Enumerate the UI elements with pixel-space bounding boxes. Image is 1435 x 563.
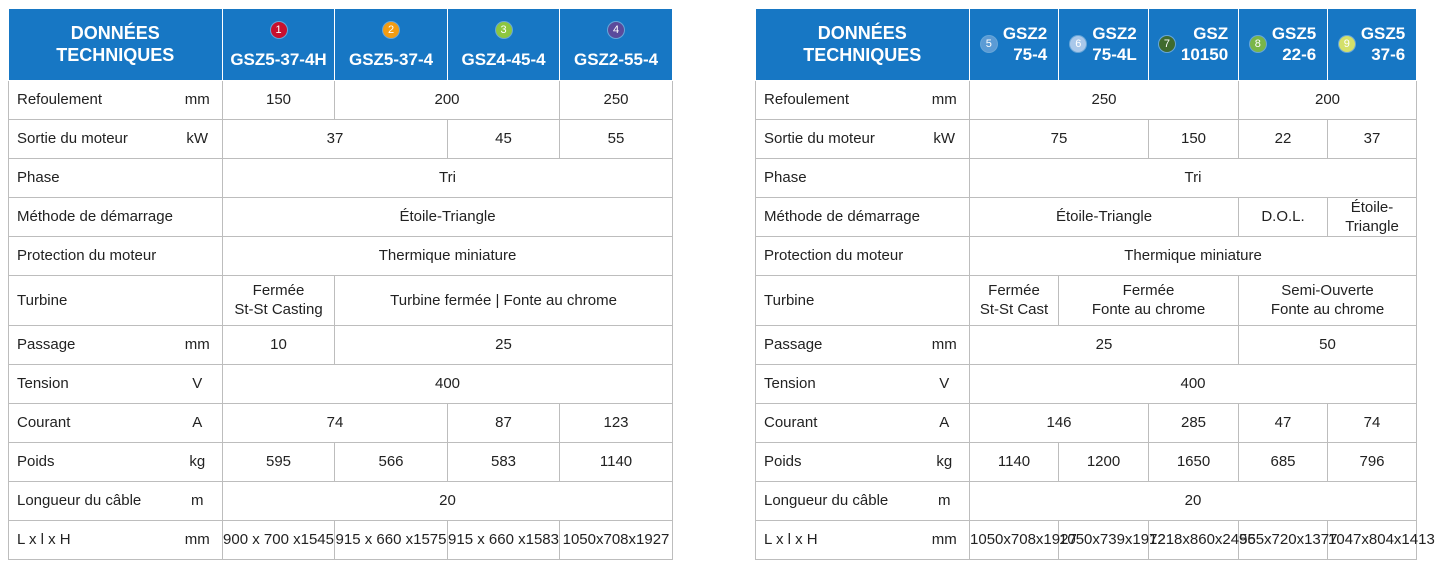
model-name-line2: 75-4L — [1092, 45, 1137, 65]
row-label: Poids — [756, 442, 920, 481]
value-cell: Étoile-Triangle — [1328, 197, 1417, 236]
turbine-line2: Fonte au chrome — [1270, 301, 1385, 318]
header-label-line2: TECHNIQUES — [803, 45, 922, 66]
value-cell — [1059, 275, 1239, 325]
value-cell: 20 — [223, 481, 673, 520]
model-header-8 — [1239, 9, 1328, 80]
value-cell: 900 x 700 x1545 — [223, 520, 335, 559]
value-cell: 50 — [1239, 325, 1417, 364]
row-unit: kW — [173, 119, 223, 158]
row-courant — [756, 403, 1417, 442]
row-label: Longueur du câble — [756, 481, 920, 520]
value-cell: 37 — [223, 119, 448, 158]
model-header-9 — [1328, 9, 1417, 80]
value-cell: 566 — [335, 442, 448, 481]
header-label — [756, 9, 970, 80]
row-dimensions — [756, 520, 1417, 559]
row-sortie-moteur — [9, 119, 673, 158]
row-label: Sortie du moteur — [9, 119, 173, 158]
value-cell: 20 — [970, 481, 1417, 520]
model-name-line1: GSZ5 — [1271, 24, 1317, 44]
value-cell: Thermique miniature — [223, 236, 673, 275]
turbine-line1: Fermée — [1122, 282, 1175, 299]
value-cell: 915 x 660 x1575 — [335, 520, 448, 559]
value-cell: 22 — [1239, 119, 1328, 158]
model-header-5 — [970, 9, 1059, 80]
value-cell: 200 — [335, 80, 560, 119]
row-label: L x l x H — [9, 520, 173, 559]
model-name-line2: 22-6 — [1282, 45, 1317, 65]
row-label: Protection du moteur — [9, 236, 223, 275]
header-label-line1: DONNÉES — [817, 23, 907, 44]
row-protection — [756, 236, 1417, 275]
value-cell: 250 — [560, 80, 673, 119]
row-unit: mm — [173, 325, 223, 364]
row-unit: V — [920, 364, 970, 403]
model-header-3 — [448, 9, 560, 80]
value-cell: 1218x860x2455 — [1149, 520, 1239, 559]
number-badge-icon: 1 — [271, 22, 287, 38]
value-cell: 250 — [970, 80, 1239, 119]
value-cell: 1050x708x1927 — [970, 520, 1059, 559]
row-poids — [756, 442, 1417, 481]
row-unit: V — [173, 364, 223, 403]
value-cell: Thermique miniature — [970, 236, 1417, 275]
row-label: Tension — [756, 364, 920, 403]
row-phase — [756, 158, 1417, 197]
spec-table-right — [755, 9, 1435, 560]
value-cell — [1239, 275, 1417, 325]
row-unit: m — [173, 481, 223, 520]
value-cell: 74 — [223, 403, 448, 442]
turbine-line1: Fermée — [988, 282, 1040, 299]
header-label-line1: DONNÉES — [70, 23, 160, 44]
value-cell: 583 — [448, 442, 560, 481]
turbine-line2: St-St Cast — [979, 301, 1049, 318]
number-badge-icon: 2 — [383, 22, 399, 38]
row-tension — [756, 364, 1417, 403]
value-cell: 685 — [1239, 442, 1328, 481]
value-cell: Turbine fermée | Fonte au chrome — [335, 275, 673, 325]
row-label: Refoulement — [9, 80, 173, 119]
row-unit: mm — [920, 520, 970, 559]
row-label: Passage — [756, 325, 920, 364]
value-cell: Étoile-Triangle — [223, 197, 673, 236]
row-tension — [9, 364, 673, 403]
value-cell: 1050x708x1927 — [560, 520, 673, 559]
value-cell: 400 — [970, 364, 1417, 403]
row-unit: mm — [173, 520, 223, 559]
value-cell: 1200 — [1059, 442, 1149, 481]
row-cable — [756, 481, 1417, 520]
value-cell: 45 — [448, 119, 560, 158]
model-name-line1: GSZ5 — [1360, 24, 1406, 44]
model-name: GSZ5-37-4 — [348, 50, 434, 70]
model-name-line1: GSZ — [1193, 24, 1229, 44]
model-header-1 — [223, 9, 335, 80]
value-cell: 1650 — [1149, 442, 1239, 481]
value-cell: 47 — [1239, 403, 1328, 442]
value-cell: 10 — [223, 325, 335, 364]
header-label — [9, 9, 223, 80]
row-label: Courant — [9, 403, 173, 442]
value-cell: 1050x739x1972 — [1059, 520, 1149, 559]
row-poids — [9, 442, 673, 481]
value-cell: 123 — [560, 403, 673, 442]
model-header-7 — [1149, 9, 1239, 80]
value-cell: 915 x 660 x1583 — [448, 520, 560, 559]
value-cell: 1140 — [970, 442, 1059, 481]
value-cell: 55 — [560, 119, 673, 158]
number-badge-icon: 3 — [496, 22, 512, 38]
row-demarrage — [9, 197, 673, 236]
model-header-6 — [1059, 9, 1149, 80]
row-label: Protection du moteur — [756, 236, 970, 275]
row-dimensions — [9, 520, 673, 559]
row-demarrage — [756, 197, 1417, 236]
value-cell: 200 — [1239, 80, 1417, 119]
row-passage — [9, 325, 673, 364]
row-unit: mm — [173, 80, 223, 119]
row-label: Passage — [9, 325, 173, 364]
row-sortie-moteur — [756, 119, 1417, 158]
model-name: GSZ5-37-4H — [230, 50, 327, 70]
model-name: GSZ2-55-4 — [573, 50, 659, 70]
model-name-line2: 75-4 — [1013, 45, 1048, 65]
value-cell: 1047x804x1413 — [1328, 520, 1417, 559]
value-cell: 400 — [223, 364, 673, 403]
row-passage — [756, 325, 1417, 364]
value-cell: 150 — [1149, 119, 1239, 158]
row-label: Phase — [9, 158, 223, 197]
row-refoulement — [756, 80, 1417, 119]
value-cell: 965x720x1377 — [1239, 520, 1328, 559]
number-badge-icon: 4 — [608, 22, 624, 38]
header-row — [9, 9, 673, 80]
row-cable — [9, 481, 673, 520]
value-cell: 150 — [223, 80, 335, 119]
row-unit: mm — [920, 325, 970, 364]
value-cell: 74 — [1328, 403, 1417, 442]
value-cell: Tri — [970, 158, 1417, 197]
model-name: GSZ4-45-4 — [461, 50, 546, 70]
turbine-line1: Semi-Ouverte — [1281, 282, 1374, 299]
row-unit: kg — [920, 442, 970, 481]
row-label: Méthode de démarrage — [756, 197, 970, 236]
header-label-line2: TECHNIQUES — [56, 45, 175, 66]
model-header-2 — [335, 9, 448, 80]
row-unit: A — [920, 403, 970, 442]
value-cell: 1140 — [560, 442, 673, 481]
row-unit: A — [173, 403, 223, 442]
row-label: Courant — [756, 403, 920, 442]
value-cell: 87 — [448, 403, 560, 442]
row-unit: kW — [920, 119, 970, 158]
row-turbine — [756, 275, 1417, 325]
value-cell: 146 — [970, 403, 1149, 442]
row-protection — [9, 236, 673, 275]
row-turbine — [9, 275, 673, 325]
row-label: Turbine — [9, 275, 223, 325]
number-badge-icon: 5 — [981, 36, 997, 52]
number-badge-icon: 8 — [1250, 36, 1266, 52]
number-badge-icon: 9 — [1339, 36, 1355, 52]
value-cell — [970, 275, 1059, 325]
model-name-line2: 37-6 — [1371, 45, 1406, 65]
row-label: Tension — [9, 364, 173, 403]
value-cell: 37 — [1328, 119, 1417, 158]
header-row — [756, 9, 1417, 80]
value-cell: 25 — [335, 325, 673, 364]
row-unit: mm — [920, 80, 970, 119]
model-name-line2: 10150 — [1180, 45, 1229, 65]
row-label: Longueur du câble — [9, 481, 173, 520]
value-cell: 25 — [970, 325, 1239, 364]
row-label: Phase — [756, 158, 970, 197]
row-label: Turbine — [756, 275, 970, 325]
row-label: Sortie du moteur — [756, 119, 920, 158]
number-badge-icon: 7 — [1159, 36, 1175, 52]
value-cell — [223, 275, 335, 325]
value-cell: D.O.L. — [1239, 197, 1328, 236]
value-cell: 285 — [1149, 403, 1239, 442]
model-name-line1: GSZ2 — [1002, 24, 1048, 44]
spec-table-left — [8, 9, 673, 560]
row-phase — [9, 158, 673, 197]
turbine-line1: Fermée — [252, 282, 305, 299]
row-unit: m — [920, 481, 970, 520]
number-badge-icon: 6 — [1070, 36, 1086, 52]
row-refoulement — [9, 80, 673, 119]
value-cell: Tri — [223, 158, 673, 197]
row-label: Poids — [9, 442, 173, 481]
model-header-4 — [560, 9, 673, 80]
row-label: Refoulement — [756, 80, 920, 119]
value-cell: 75 — [970, 119, 1149, 158]
value-cell: 796 — [1328, 442, 1417, 481]
value-cell: Étoile-Triangle — [970, 197, 1239, 236]
value-cell: 595 — [223, 442, 335, 481]
turbine-line2: St-St Casting — [234, 301, 323, 318]
row-unit: kg — [173, 442, 223, 481]
row-label: Méthode de démarrage — [9, 197, 223, 236]
row-label: L x l x H — [756, 520, 920, 559]
row-courant — [9, 403, 673, 442]
turbine-line2: Fonte au chrome — [1091, 301, 1206, 318]
model-name-line1: GSZ2 — [1092, 24, 1137, 44]
